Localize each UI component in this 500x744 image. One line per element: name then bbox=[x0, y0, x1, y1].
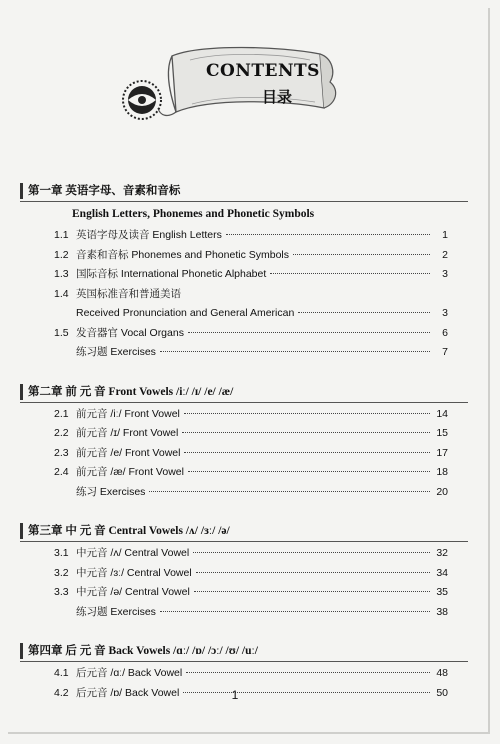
entry-page: 7 bbox=[442, 346, 448, 358]
toc-entry[interactable] bbox=[20, 285, 468, 305]
toc-entry[interactable] bbox=[20, 603, 468, 623]
dot-leader bbox=[270, 273, 430, 274]
emblem-icon bbox=[120, 78, 164, 122]
entry-label: 练习 Exercises bbox=[76, 485, 146, 498]
entry-page: 20 bbox=[436, 485, 448, 498]
entry-number: 4.1 bbox=[54, 667, 69, 679]
contents-subtitle: 目录 bbox=[262, 88, 293, 106]
entry-label: 中元音 /ʌ/ Central Vowel bbox=[76, 547, 190, 559]
toc-entry[interactable] bbox=[20, 324, 468, 344]
entry-number: 1.2 bbox=[54, 248, 69, 261]
toc-entry[interactable] bbox=[20, 544, 468, 564]
entry-page: 17 bbox=[436, 446, 448, 459]
entry-number: 3.1 bbox=[54, 547, 69, 559]
entry-number: 2.4 bbox=[54, 466, 69, 478]
entry-label: 前元音 /ɪ/ Front Vowel bbox=[76, 427, 179, 439]
entry-label: 音素和音标 Phonemes and Phonetic Symbols bbox=[76, 248, 290, 261]
contents-title: CONTENTS bbox=[206, 61, 320, 81]
entry-number: 4.2 bbox=[54, 686, 69, 699]
entry-page: 2 bbox=[442, 248, 448, 261]
chapter-subheading: English Letters, Phonemes and Phonetic Symbols bbox=[72, 208, 315, 220]
table-of-contents bbox=[20, 180, 468, 703]
toc-entry[interactable] bbox=[20, 583, 468, 603]
toc-entry[interactable] bbox=[20, 246, 468, 266]
entry-page: 48 bbox=[436, 667, 448, 679]
entry-page: 18 bbox=[436, 466, 448, 478]
toc-entry[interactable] bbox=[20, 265, 468, 285]
entry-page: 3 bbox=[442, 268, 448, 280]
entry-page: 14 bbox=[436, 407, 448, 420]
entry-number: 3.2 bbox=[54, 566, 69, 579]
dot-leader bbox=[149, 491, 430, 492]
entry-label: 英语字母及读音 English Letters bbox=[76, 229, 222, 241]
dot-leader bbox=[188, 471, 430, 472]
entry-label: 后元音 /ɒ/ Back Vowel bbox=[76, 686, 180, 699]
toc-entry[interactable] bbox=[20, 463, 468, 483]
toc-entry[interactable] bbox=[20, 564, 468, 584]
dot-leader bbox=[160, 351, 430, 352]
entry-page: 34 bbox=[436, 566, 448, 579]
entry-label: 前元音 /æ/ Front Vowel bbox=[76, 466, 184, 478]
entry-number: 1.4 bbox=[54, 287, 69, 300]
entry-label: 前元音 /iː/ Front Vowel bbox=[76, 407, 180, 420]
dot-leader bbox=[194, 591, 430, 592]
entry-label: 中元音 /ə/ Central Vowel bbox=[76, 586, 190, 598]
dot-leader bbox=[160, 611, 430, 612]
dot-leader bbox=[226, 234, 430, 235]
entry-label: 练习题 Exercises bbox=[76, 346, 156, 358]
toc-entry[interactable] bbox=[20, 424, 468, 444]
toc-entry[interactable] bbox=[20, 444, 468, 464]
toc-entry[interactable] bbox=[20, 664, 468, 684]
toc-entry[interactable] bbox=[20, 304, 468, 324]
entry-label: Received Pronunciation and General American bbox=[76, 307, 295, 319]
chapter-heading: 第三章 中 元 音 Central Vowels /ʌ/ /ɜː/ /ə/ bbox=[20, 520, 468, 542]
dot-leader bbox=[184, 452, 430, 453]
dot-leader bbox=[196, 572, 430, 573]
entry-label: 英国标准音和普通美语 bbox=[76, 287, 181, 300]
entry-number: 3.3 bbox=[54, 586, 69, 598]
entry-number: 1.1 bbox=[54, 229, 69, 241]
entry-number: 1.5 bbox=[54, 326, 69, 339]
dot-leader bbox=[182, 432, 430, 433]
entry-label: 后元音 /ɑː/ Back Vowel bbox=[76, 667, 183, 679]
dot-leader bbox=[186, 672, 430, 673]
entry-page: 32 bbox=[436, 547, 448, 559]
entry-page: 3 bbox=[442, 307, 448, 319]
chapter-heading: 第四章 后 元 音 Back Vowels /ɑː/ /ɒ/ /ɔː/ /ʊ/ /uː/ bbox=[20, 640, 468, 662]
page-number: 1 bbox=[231, 688, 239, 702]
toc-entry[interactable] bbox=[20, 483, 468, 503]
entry-page: 1 bbox=[442, 229, 448, 241]
entry-number: 2.2 bbox=[54, 427, 69, 439]
chapter-heading: 第二章 前 元 音 Front Vowels /iː/ /ɪ/ /e/ /æ/ bbox=[20, 381, 468, 403]
entry-number: 1.3 bbox=[54, 268, 69, 280]
dot-leader bbox=[184, 413, 430, 414]
chapter-heading: 第一章 英语字母、音素和音标 bbox=[20, 180, 468, 202]
entry-label: 前元音 /e/ Front Vowel bbox=[76, 446, 181, 459]
entry-page: 35 bbox=[436, 586, 448, 598]
dot-leader bbox=[193, 552, 430, 553]
entry-label: 中元音 /ɜː/ Central Vowel bbox=[76, 566, 192, 579]
dot-leader bbox=[293, 254, 430, 255]
entry-label: 发音器官 Vocal Organs bbox=[76, 326, 184, 339]
dot-leader bbox=[298, 312, 430, 313]
entry-page: 50 bbox=[436, 686, 448, 699]
entry-page: 38 bbox=[436, 605, 448, 618]
entry-page: 15 bbox=[436, 427, 448, 439]
entry-page: 6 bbox=[442, 326, 448, 339]
entry-label: 国际音标 International Phonetic Alphabet bbox=[76, 268, 267, 280]
entry-number: 2.3 bbox=[54, 446, 69, 459]
toc-entry[interactable] bbox=[20, 343, 468, 363]
toc-entry[interactable] bbox=[20, 226, 468, 246]
entry-number: 2.1 bbox=[54, 407, 69, 420]
dot-leader bbox=[188, 332, 430, 333]
toc-entry[interactable] bbox=[20, 405, 468, 425]
entry-label: 练习题 Exercises bbox=[76, 605, 156, 618]
